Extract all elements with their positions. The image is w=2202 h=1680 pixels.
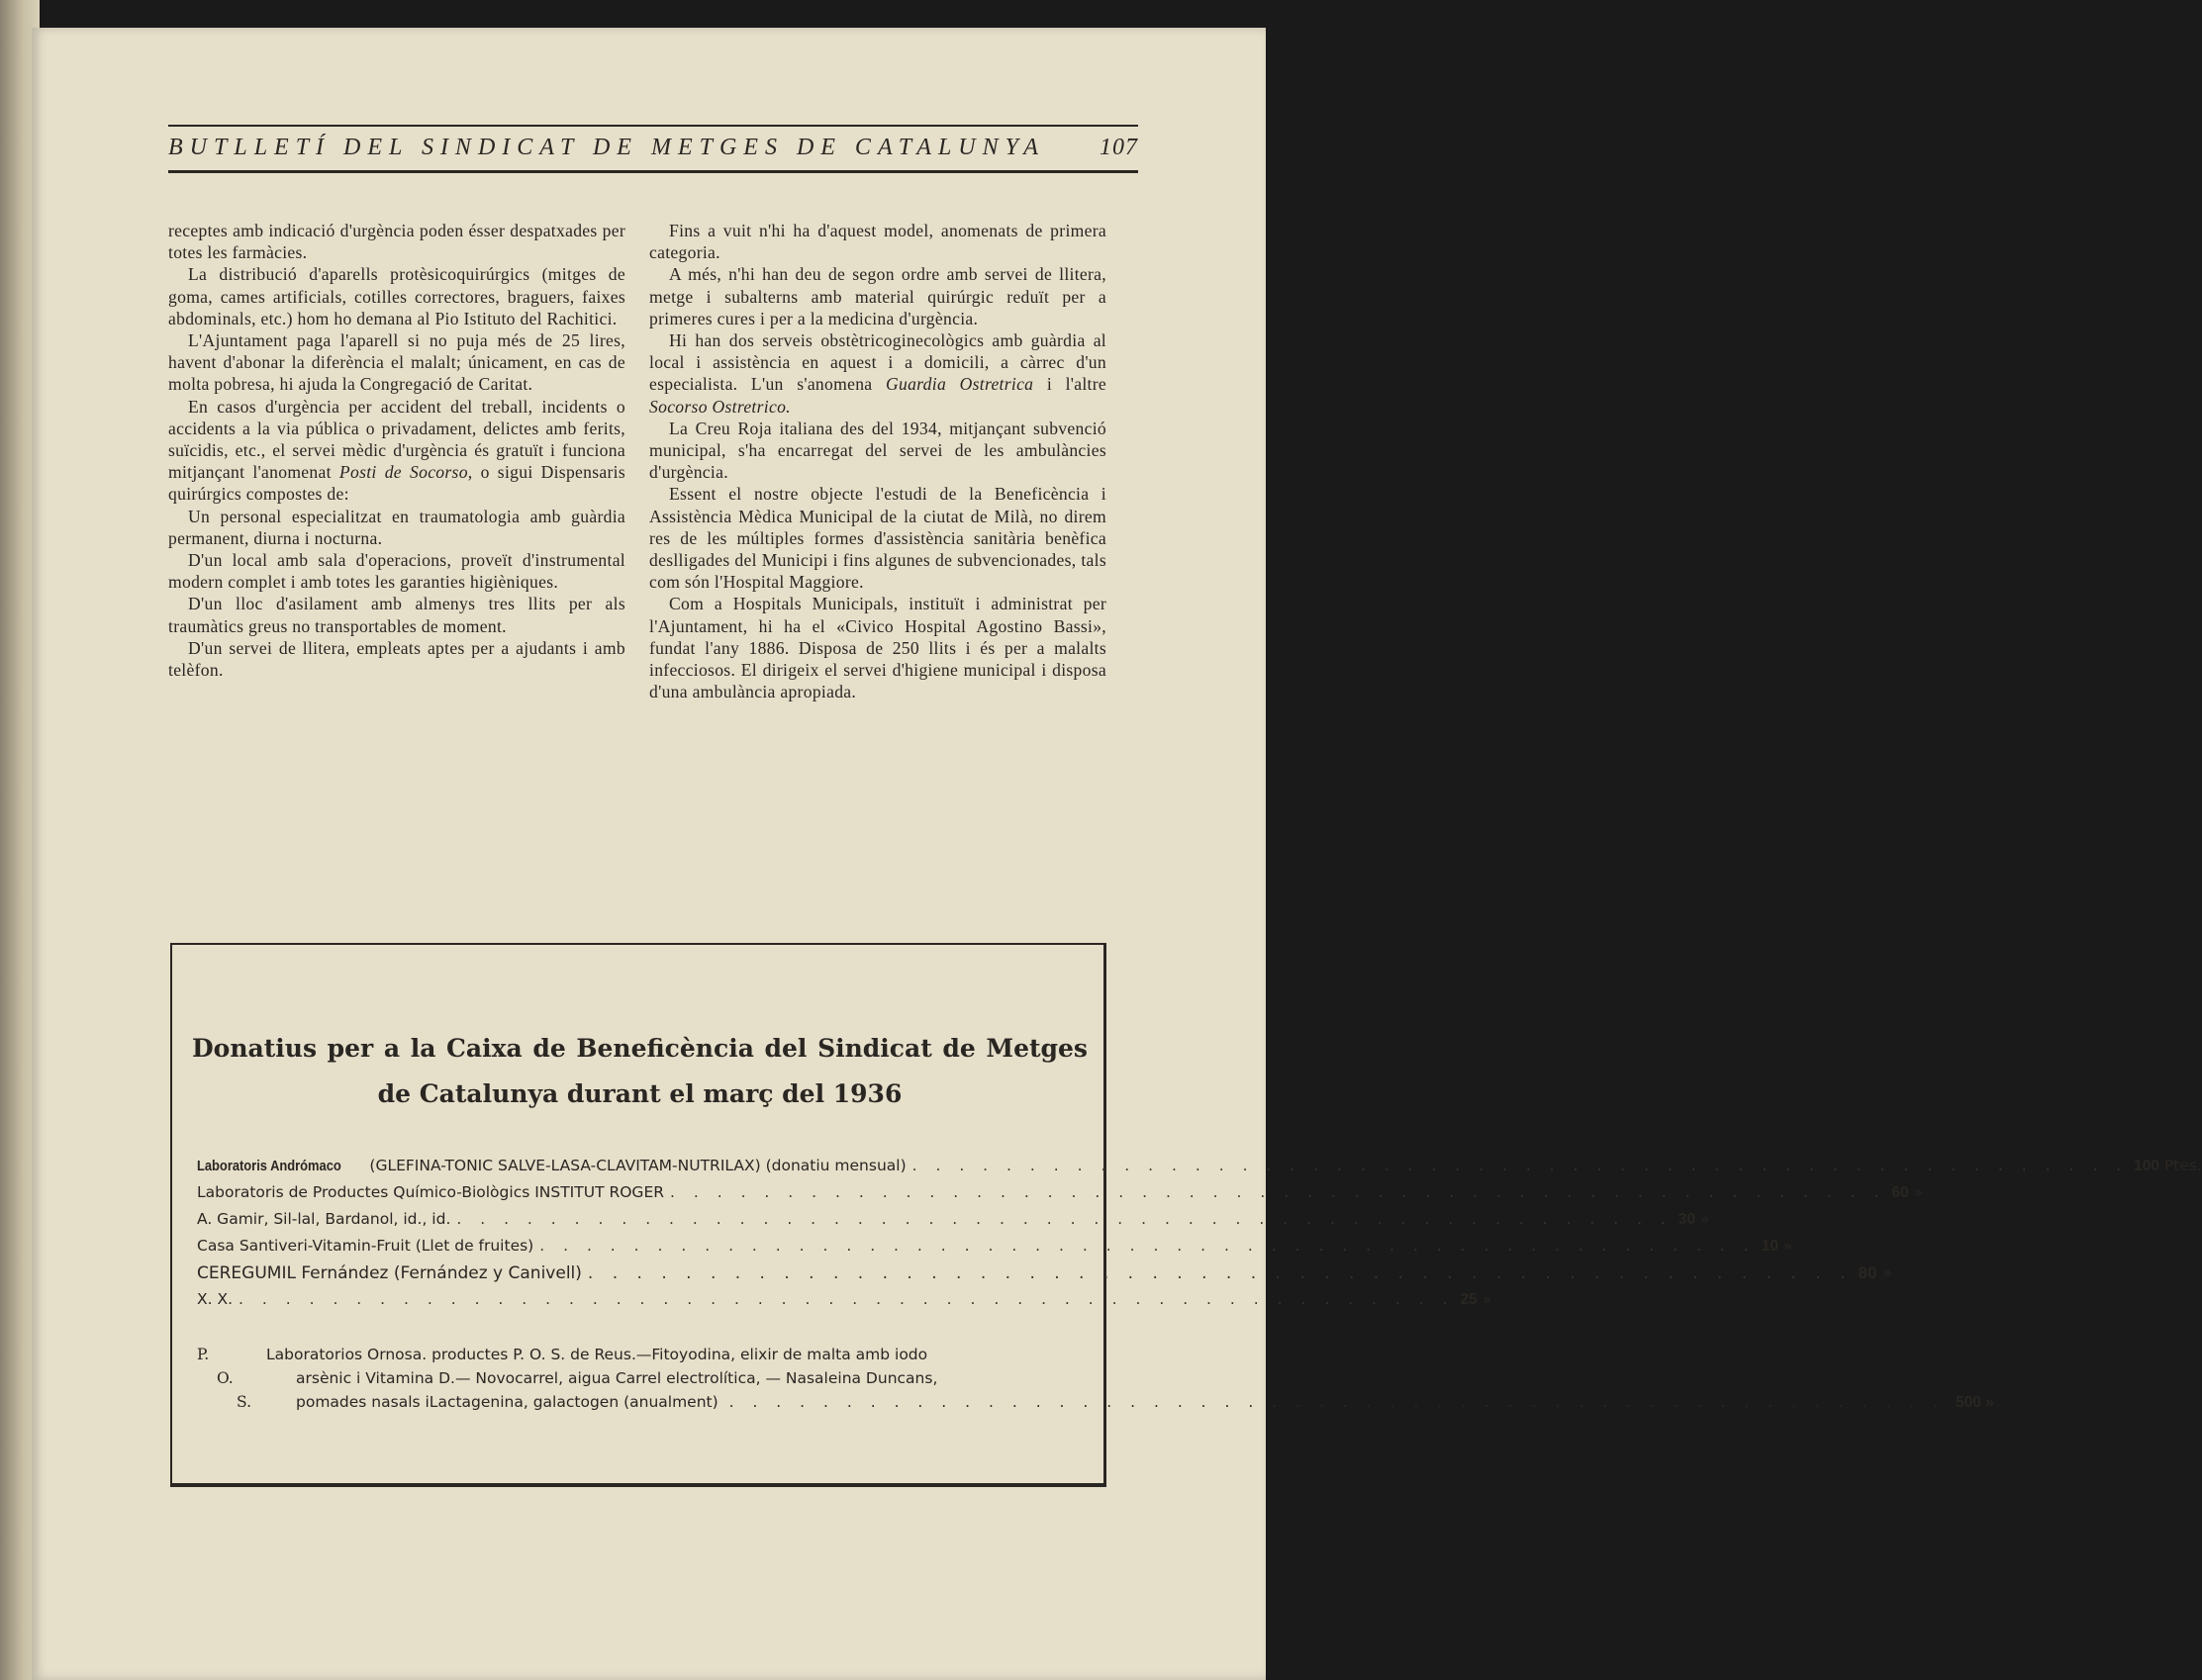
header-rule-top — [168, 125, 1138, 127]
pos-letter: O. — [217, 1369, 234, 1387]
pos-line-2: arsènic i Vitamina D.— Novocarrel, aigua Carrel electrolítica, — Nasaleina Duncans, — [296, 1369, 938, 1387]
amount-value: 500 — [1956, 1394, 1981, 1411]
donation-amount — [1762, 1233, 1793, 1260]
amount-value: 10 — [1761, 1238, 1778, 1255]
left-column — [168, 220, 625, 681]
donor-name: Laboratoris de Productes Químico-Biològics INSTITUT ROGER — [197, 1183, 665, 1201]
paragraph — [168, 396, 625, 506]
paragraph: Com a Hospitals Municipals, instituït i administrat per l'Ajuntament, hi ha el «Civico Hospital Agostino Bassi», fundat l'any 1886. Disposa de 250 llits i és per a malalts infecciosos. El dirigeix el servei d'higiene municipal i disposa d'una ambulància apropiada. — [649, 594, 1106, 702]
leader-dots: . . . . . . . . . . . . . . . . . . . . . . . . . . . . . . . . . . . . . . . . . . . . . . . . . . . . — [539, 1237, 1756, 1255]
italic-term: Guardia Ostretrica — [885, 374, 1034, 395]
donation-amount — [1678, 1206, 1710, 1233]
donations-title — [192, 1026, 1088, 1117]
paragraph: Fins a vuit n'hi ha d'aquest model, anomenats de primera categoria. — [649, 221, 1106, 263]
donation-entry — [197, 1206, 1710, 1233]
header-rule-bottom — [168, 170, 1138, 173]
pos-line-1: Laboratorios Ornosa. productes P. O. S. de Reus.—Fitoyodina, elixir de malta amb iodo — [266, 1346, 928, 1363]
donations-title-line-1: Donatius per a la Caixa de Beneficència del Sindicat de Metges — [192, 1034, 1088, 1063]
pos-letters — [197, 1343, 256, 1414]
donor-name-rest: (GLEFINA-TONIC SALVE-LASA-CLAVITAM-NUTRILAX) (donatiu mensual) — [364, 1157, 907, 1174]
pos-line-3-text: pomades nasals iLactagenina, galactogen (anualment) — [296, 1393, 718, 1411]
amount-unit: » — [1695, 1210, 1710, 1228]
donation-entry — [197, 1233, 1793, 1260]
running-header — [168, 125, 1138, 173]
amount-value: 25 — [1460, 1291, 1478, 1308]
pos-letter: S. — [237, 1393, 251, 1411]
paragraph: Un personal especialitzat en traumatologia amb guàrdia permanent, diurna i nocturna. — [168, 506, 625, 548]
amount-value: 100 — [2134, 1158, 2159, 1174]
amount-unit: Ptes. — [2158, 1157, 2202, 1174]
paragraph: A més, n'hi han deu de segon ordre amb servei de llitera, metge i subalterns amb material quirúrgic reduït per a primeres cures i per a la medicina d'urgència. — [649, 264, 1106, 328]
donations-list — [197, 1153, 2202, 1313]
pos-description — [266, 1343, 1994, 1415]
page — [32, 28, 2202, 1680]
donor-name: CEREGUMIL Fernández (Fernández y Canivell) — [197, 1263, 582, 1283]
paragraph: L'Ajuntament paga l'aparell si no puja més de 25 lires, havent d'abonar la diferència el malalt; únicament, en cas de molta pobresa, hi ajuda la Congregació de Caritat. — [168, 330, 625, 395]
donation-amount — [1461, 1286, 1492, 1313]
paragraph — [649, 329, 1106, 418]
paragraph: La distribució d'aparells protèsicoquirúrgics (mitges de goma, cames artificials, cotilles correctores, braguers, faixes abdominals, etc.) hom ho demana al Pio Istituto del Rachitici. — [168, 264, 625, 328]
amount-unit: » — [1876, 1263, 1893, 1283]
donor-name: X. X. — [197, 1290, 234, 1308]
paragraph: La Creu Roja italiana des del 1934, mitjançant subvenció municipal, s'ha encarregat del servei de les ambulàncies d'urgència. — [649, 418, 1106, 483]
donations-box — [170, 943, 2202, 1487]
paragraph-text: Hi han dos serveis obstètricoginecològics amb guàrdia al local i assistència en aquest i a domicili, a càrrec d'un especialista. L'un s'anomena — [649, 330, 1106, 395]
donor-name — [197, 1153, 907, 1179]
paragraph-text: En casos d'urgència per accident del treball, incidents o accidents a la via pública o privadament, delictes amb ferits, suïcidis, etc., el servei mèdic d'urgència és gratuït i funciona mitjançant l'anomenat — [168, 396, 625, 483]
leader-dots: . . . . . . . . . . . . . . . . . . . . . . . . . . . . . . . . . . . . . . . . . . . . . . . . . . . . — [728, 1393, 1946, 1411]
running-title: BUTLLETÍ DEL SINDICAT DE METGES DE CATALUNYA — [168, 135, 1045, 160]
donation-amount — [1892, 1179, 1924, 1206]
donor-name: Casa Santiveri-Vitamin-Fruit (Llet de fruites) — [197, 1237, 534, 1255]
donor-name: A. Gamir, Sil-lal, Bardanol, id., id. — [197, 1210, 451, 1228]
leader-dots: . . . . . . . . . . . . . . . . . . . . . . . . . . . . . . . . . . . . . . . . . . . . . . . . . . . . — [587, 1263, 1853, 1283]
paragraph-text: i l'altre — [1046, 374, 1106, 395]
leader-dots: . . . . . . . . . . . . . . . . . . . . . . . . . . . . . . . . . . . . . . . . . . . . . . . . . . . . — [670, 1183, 1886, 1201]
amount-unit: » — [1777, 1237, 1793, 1255]
amount-value: 80 — [1858, 1263, 1877, 1282]
leader-dots: . . . . . . . . . . . . . . . . . . . . . . . . . . . . . . . . . . . . . . . . . . . . . . . . . . . . — [911, 1157, 2129, 1174]
italic-term: Socorso Ostretrico. — [649, 396, 791, 417]
amount-value: 30 — [1677, 1211, 1696, 1228]
paragraph: Essent el nostre objecte l'estudi de la Beneficència i Assistència Mèdica Municipal de la ciutat de Milà, no direm res de les múltiples formes d'assistència sanitària benèfica deslligades del Municipi i fins algunes de subvencionades, tals com són l'Hospital Maggiore. — [649, 484, 1106, 593]
paragraph: D'un lloc d'asilament amb almenys tres llits per als traumàtics greus no transportables de moment. — [168, 594, 625, 636]
amount-unit: » — [1980, 1394, 1994, 1411]
right-column — [649, 220, 1106, 702]
donation-entry — [197, 1179, 1924, 1206]
donor-name-bold: Laboratoris Andrómaco — [197, 1158, 341, 1174]
amount-unit: » — [1908, 1183, 1924, 1201]
italic-term: Posti de Socorso, — [338, 462, 473, 483]
donation-amount — [2134, 1153, 2202, 1179]
paragraph-text: o sigui Dispensaris quirúrgics compostes de: — [168, 462, 626, 505]
donation-amount — [1956, 1394, 1994, 1411]
leader-dots: . . . . . . . . . . . . . . . . . . . . . . . . . . . . . . . . . . . . . . . . . . . . . . . . . . . . — [456, 1210, 1673, 1228]
donation-amount — [1859, 1260, 1893, 1287]
donation-entry — [197, 1260, 1893, 1286]
donation-entry — [197, 1153, 2202, 1179]
donation-entry — [197, 1286, 1492, 1313]
leader-dots: . . . . . . . . . . . . . . . . . . . . . . . . . . . . . . . . . . . . . . . . . . . . . . . . . . . . — [239, 1290, 1455, 1308]
paragraph: D'un servei de llitera, empleats aptes per a ajudants i amb telèfon. — [168, 637, 625, 681]
paragraph: D'un local amb sala d'operacions, proveït d'instrumental modern complet i amb totes les garanties higièniques. — [168, 550, 625, 593]
pos-line-3 — [266, 1390, 1994, 1415]
donations-title-line-2: de Catalunya durant el març del 1936 — [377, 1079, 903, 1108]
paragraph: receptes amb indicació d'urgència poden ésser despatxades per totes les farmàcies. — [168, 221, 625, 263]
pos-letter: P. — [197, 1346, 210, 1363]
page-number: 107 — [1100, 135, 1138, 160]
amount-unit: » — [1477, 1290, 1492, 1308]
amount-value: 60 — [1891, 1184, 1909, 1201]
